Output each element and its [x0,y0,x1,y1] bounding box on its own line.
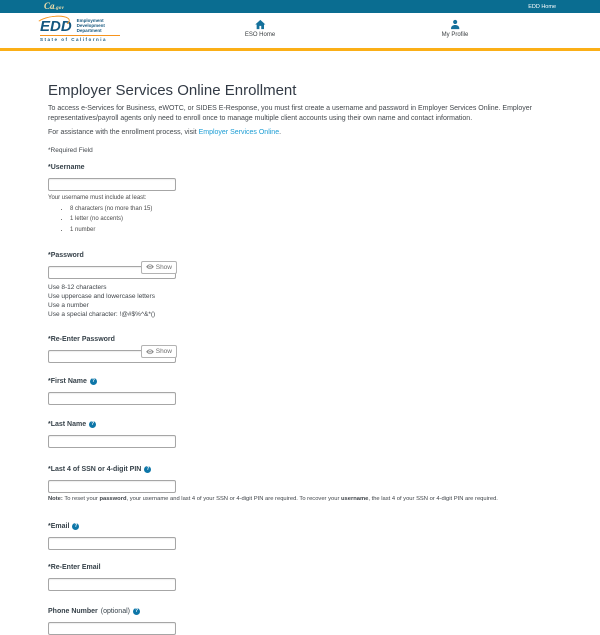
password-label: *Password [48,251,84,259]
edd-home-link[interactable]: EDD Home [528,3,556,10]
ssn-pin-label: *Last 4 of SSN or 4-digit PIN ? [48,466,150,474]
edd-logo[interactable] [40,18,120,42]
ssn-pin-group [48,466,552,502]
nav-my-profile[interactable] [442,19,469,38]
first-name-help-icon[interactable]: ? [91,378,95,385]
show-reenter-password-button[interactable] [141,345,177,358]
username-rules-list [48,206,552,233]
nav-my-profile-label: My Profile [441,32,469,38]
first-name-group [48,378,552,405]
assistance-paragraph [48,129,552,136]
reenter-password-group [48,336,552,363]
reenter-email-input[interactable] [48,578,176,591]
page-title: Employer Services Online Enrollment [48,82,297,99]
reenter-email-group [48,564,552,591]
top-bar [0,0,600,13]
show-password-label: Show [155,263,172,271]
eye-icon [146,264,154,270]
username-helper-text: Your username must include at least: [48,195,147,201]
username-input[interactable] [48,178,176,191]
last-name-input[interactable] [48,435,176,448]
password-group [48,252,552,320]
ssn-pin-input[interactable] [48,480,176,493]
assistance-text: For assistance with the enrollment process, visit [48,129,199,136]
phone-label-optional: (optional) [100,608,130,616]
password-rules [48,283,552,320]
nav-eso-home[interactable] [245,19,275,38]
edd-logo-tagline: State of California [40,35,120,42]
last-name-group [48,421,552,448]
show-password-button[interactable] [141,261,177,274]
first-name-input[interactable] [48,392,176,405]
password-rule: Use 8-12 characters [48,283,107,291]
home-icon [255,19,266,30]
username-group [48,164,552,233]
ssn-pin-note: Note: To reset your password, your username and last 4 of your SSN or 4-digit PIN are required. To recover your username, the last 4 of your SSN or 4-digit PIN are required. [48,496,498,503]
intro-paragraph: To access e-Services for Business, eWOTC, or SIDES E-Response, you must first create a username and password in Employer Services Online. Employer representatives/payroll agents only need to enroll once to manage multiple client accounts using their own name and contact information. [48,105,532,122]
profile-icon [449,19,460,30]
edd-logo-acronym: EDD [40,20,74,33]
cagov-logo-suffix: .gov [54,6,65,11]
email-group [48,523,552,550]
password-rule: Use a special character: !@#$%^&*() [48,311,156,319]
show-reenter-password-label: Show [155,348,172,356]
phone-input[interactable] [48,622,176,635]
username-rule-item: • 1 letter (no accents) [70,216,552,222]
nav-eso-home-label: ESO Home [244,32,276,38]
phone-help-icon[interactable]: ? [134,608,139,615]
cagov-logo[interactable] [44,2,64,11]
username-rule-item: • 8 characters (no more than 15) [70,206,552,212]
password-rule: Use uppercase and lowercase letters [48,292,155,300]
ssn-pin-help-icon[interactable]: ? [146,466,150,473]
username-label: *Username [48,164,85,171]
main-content [0,82,600,635]
phone-label: Phone Number (optional) ? [48,608,139,616]
first-name-label: *First Name ? [48,378,95,386]
reenter-password-label: *Re-Enter Password [48,336,115,344]
assistance-period: . [279,129,282,136]
last-name-help-icon[interactable]: ? [91,421,95,428]
reenter-email-label: *Re-Enter Email [48,564,101,572]
edd-logo-department-lines: Employment Development Department [76,18,105,33]
phone-group [48,608,552,635]
cagov-logo-text: Ca [44,1,55,11]
email-help-icon[interactable]: ? [74,523,78,530]
employer-services-online-link[interactable]: Employer Services Online [198,129,280,136]
email-input[interactable] [48,537,176,550]
last-name-label: *Last Name ? [48,421,95,429]
site-header [0,13,600,51]
eye-icon [146,349,154,355]
required-field-note: *Required Field [48,147,93,154]
email-label: *Email ? [48,523,78,531]
username-rule-item: • 1 number [70,227,552,233]
password-rule: Use a number [48,301,89,309]
